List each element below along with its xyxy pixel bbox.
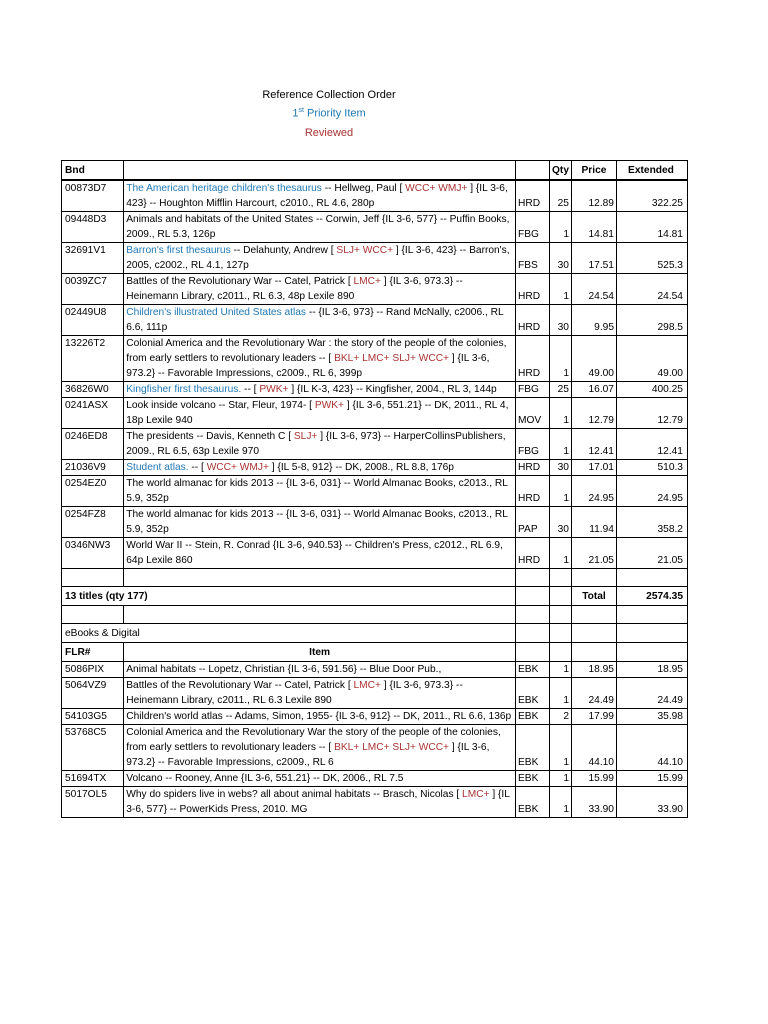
unit-price: 16.07 [571,382,616,398]
unit-price: 12.89 [571,180,616,212]
table-row [62,476,688,507]
spacer-row [62,606,688,624]
description-text: ] {IL K-3, 423} -- Kingfisher, 2004., RL 3, 144p [288,384,497,395]
description-text: World War II -- Stein, R. Conrad {IL 3-6, 940.53} -- Children's Press, c2012., RL 6.9, 64p Lexile 860 [126,540,503,566]
review-status: Reviewed [304,127,354,139]
description-text: The world almanac for kids 2013 -- {IL 3-6, 031} -- World Almanac Books, c2013., RL 5.9, 352p [126,509,508,535]
blank-cell [62,606,124,624]
format-code: HRD [516,538,550,569]
unit-price: 14.81 [571,212,616,243]
format-code: FBG [516,212,550,243]
description-text: The world almanac for kids 2013 -- {IL 3-6, 031} -- World Almanac Books, c2013., RL 5.9, 352p [126,478,508,504]
item-id: 0241ASX [62,398,124,429]
item-id: 0254FZ8 [62,507,124,538]
description-text: Animal habitats -- Lopetz, Christian {IL 3-6, 591.56} -- Blue Door Pub., [126,664,442,675]
format-code: EBK [516,725,550,771]
format-code: FBS [516,243,550,274]
review-codes: LMC+ [353,276,381,287]
format-code: HRD [516,274,550,305]
total-value: 2574.35 [616,587,687,606]
unit-price: 12.41 [571,429,616,460]
review-codes: BKL+ LMC+ SLJ+ WCC+ [334,742,450,753]
unit-price: 15.99 [571,771,616,787]
quantity: 1 [550,429,572,460]
blank-cell [571,624,616,643]
description-text: Colonial America and the Revolutionary War the story of the people of the colonies, from early settlers to revolutionary leaders -- [ [126,727,501,753]
quantity: 1 [550,678,572,709]
extended-price: 298.5 [616,305,687,336]
extended-price: 358.2 [616,507,687,538]
blank-cell [616,606,687,624]
unit-price: 17.99 [571,709,616,725]
description-text: ] {IL 3-6, 423} -- Houghton Mifflin Harcourt, c2010., RL 4.6, 280p [126,183,508,209]
item-description [124,725,516,771]
table-row [62,507,688,538]
blank-cell [550,569,572,587]
unit-price: 17.01 [571,460,616,476]
quantity: 1 [550,336,572,382]
review-codes: LMC+ [353,680,381,691]
blank-cell [516,606,550,624]
item-description [124,305,516,336]
item-description [124,476,516,507]
description-text: -- {IL 3-6, 973} -- Rand McNally, c2006., RL 6.6, 111p [126,307,504,333]
quantity: 30 [550,460,572,476]
description-text: Volcano -- Rooney, Anne {IL 3-6, 551.21} -- DK, 2006., RL 7.5 [126,773,404,784]
item-description [124,709,516,725]
description-text: ] {IL 5-8, 912} -- DK, 2008., RL 8.8, 176p [268,462,454,473]
description-text: Why do spiders live in webs? all about animal habitats -- Brasch, Nicolas [ [126,789,463,800]
description-text: ] {IL 3-6, 551.21} -- DK, 2011., RL 4, 18p Lexile 940 [126,400,509,426]
item-description [124,429,516,460]
extended-price: 24.54 [616,274,687,305]
review-codes: WCC+ WMJ+ [206,462,269,473]
unit-price: 24.95 [571,476,616,507]
description-text: ] {IL 3-6, 577} -- PowerKids Press, 2010. MG [126,789,510,815]
blank-cell [616,624,687,643]
priority-number: 1 [292,107,299,120]
ebook-row [62,725,688,771]
extended-price: 400.25 [616,382,687,398]
format-code: HRD [516,460,550,476]
description-text: ] {IL 3-6, 423} -- Barron's, 2005, c2002., RL 4.1, 127p [126,245,510,271]
format-code: EBK [516,771,550,787]
format-code: HRD [516,336,550,382]
item-description [124,336,516,382]
ebook-row [62,787,688,818]
description-text: -- Delahunty, Andrew [ [230,245,337,256]
blank-cell [616,643,687,662]
review-codes: SLJ+ WCC+ [336,245,394,256]
extended-price: 24.95 [616,476,687,507]
blank-cell [571,606,616,624]
blank-cell [516,643,550,662]
quantity: 1 [550,538,572,569]
ebook-row [62,678,688,709]
price-header: Price [571,161,616,181]
item-description [124,771,516,787]
blank-cell [550,587,572,606]
table-row [62,305,688,336]
flr-header: FLR# [62,643,124,662]
unit-price: 24.54 [571,274,616,305]
item-id: 32691V1 [62,243,124,274]
blank-cell [571,643,616,662]
table-row [62,212,688,243]
item-id: 5064VZ9 [62,678,124,709]
table-row [62,398,688,429]
extended-price: 33.90 [616,787,687,818]
format-code: HRD [516,180,550,212]
quantity: 1 [550,476,572,507]
table-row [62,243,688,274]
item-description [124,180,516,212]
item-header-blank [124,161,516,181]
quantity: 30 [550,305,572,336]
format-code: PAP [516,507,550,538]
title-count: 13 titles (qty 177) [62,587,516,606]
unit-price: 12.79 [571,398,616,429]
item-description [124,398,516,429]
quantity: 1 [550,274,572,305]
item-id: 02449U8 [62,305,124,336]
extended-price: 12.41 [616,429,687,460]
quantity: 1 [550,725,572,771]
extended-price: 18.95 [616,662,687,678]
description-text: Colonial America and the Revolutionary War : the story of the people of the colonies, from early settlers to revolutionary leaders -- [ [126,338,507,364]
format-code: EBK [516,709,550,725]
review-codes: PWK+ [314,400,344,411]
quantity: 30 [550,243,572,274]
description-text: -- [ [241,384,260,395]
item-description [124,212,516,243]
ebooks-section-row [62,624,688,643]
item-id: 13226T2 [62,336,124,382]
extended-price: 14.81 [616,212,687,243]
review-codes: LMC+ [462,789,490,800]
format-code: MOV [516,398,550,429]
blank-cell [550,606,572,624]
table-row [62,336,688,382]
extended-price: 12.79 [616,398,687,429]
extended-price: 15.99 [616,771,687,787]
item-id: 0254EZ0 [62,476,124,507]
order-table [61,160,688,818]
table-row [62,460,688,476]
priority-label [0,107,713,120]
blank-cell [124,569,516,587]
extended-price: 49.00 [616,336,687,382]
item-id: 5017OL5 [62,787,124,818]
spacer-row [62,569,688,587]
description-text: ] {IL 3-6, 973.3} -- Heinemann Library, c2011., RL 6.3 Lexile 890 [126,680,463,706]
description-text: -- Hellweg, Paul [ [321,183,406,194]
blank-cell [550,643,572,662]
description-text: Animals and habitats of the United States -- Corwin, Jeff {IL 3-6, 577} -- Puffin Books, 2009., RL 5.3, 126p [126,214,510,240]
table-row [62,429,688,460]
title-link[interactable]: Student atlas. [126,462,189,473]
format-code: EBK [516,678,550,709]
table-header-row [62,161,688,181]
description-text: Battles of the Revolutionary War -- Catel, Patrick [ [126,276,354,287]
ebooks-header-row [62,643,688,662]
item-header: Item [124,643,516,662]
item-description [124,538,516,569]
unit-price: 17.51 [571,243,616,274]
total-row [62,587,688,606]
quantity: 2 [550,709,572,725]
format-header-blank [516,161,550,181]
ebooks-section-label: eBooks & Digital [62,624,516,643]
qty-header: Qty [550,161,572,181]
table-row [62,180,688,212]
quantity: 1 [550,398,572,429]
unit-price: 21.05 [571,538,616,569]
review-codes: PWK+ [259,384,289,395]
quantity: 30 [550,507,572,538]
item-id: 36826W0 [62,382,124,398]
quantity: 1 [550,212,572,243]
document-title: Reference Collection Order [262,89,396,101]
ebook-row [62,662,688,678]
item-id: 21036V9 [62,460,124,476]
quantity: 1 [550,662,572,678]
extended-price: 322.25 [616,180,687,212]
quantity: 25 [550,382,572,398]
item-id: 00873D7 [62,180,124,212]
item-description [124,662,516,678]
extended-price: 21.05 [616,538,687,569]
blank-cell [516,624,550,643]
blank-cell [516,569,550,587]
item-id: 09448D3 [62,212,124,243]
extended-price: 525.3 [616,243,687,274]
blank-cell [571,569,616,587]
item-id: 54103G5 [62,709,124,725]
format-code: FBG [516,382,550,398]
ebook-row [62,771,688,787]
unit-price: 18.95 [571,662,616,678]
blank-cell [124,606,516,624]
extended-price: 510.3 [616,460,687,476]
description-text: ] {IL 3-6, 973.2} -- Favorable Impressions, c2009., RL 6, 399p [126,353,490,379]
item-id: 0346NW3 [62,538,124,569]
total-label: Total [571,587,616,606]
review-codes: WCC+ WMJ+ [405,183,468,194]
extended-price: 35.98 [616,709,687,725]
blank-cell [550,624,572,643]
item-description [124,274,516,305]
unit-price: 9.95 [571,305,616,336]
item-id: 53768C5 [62,725,124,771]
title-link[interactable]: Kingfisher first thesaurus. [126,384,242,395]
item-description [124,382,516,398]
description-text: ] {IL 3-6, 973.3} -- Heinemann Library, c2011., RL 6.3, 48p Lexile 890 [126,276,463,302]
description-text: ] {IL 3-6, 973} -- HarperCollinsPublishers, 2009., RL 6.5, 63p Lexile 970 [126,431,506,457]
title-link[interactable]: Barron's first thesaurus [126,245,231,256]
format-code: FBG [516,429,550,460]
table-row [62,382,688,398]
unit-price: 44.10 [571,725,616,771]
extended-header: Extended [616,161,687,181]
extended-price: 44.10 [616,725,687,771]
item-description [124,678,516,709]
description-text: ] {IL 3-6, 973.2} -- Favorable Impressions, c2009., RL 6 [126,742,490,768]
item-id: 0246ED8 [62,429,124,460]
blank-cell [516,587,550,606]
quantity: 1 [550,787,572,818]
priority-text: Priority Item [303,107,366,120]
blank-cell [616,569,687,587]
unit-price: 33.90 [571,787,616,818]
format-code: EBK [516,662,550,678]
item-id: 0039ZC7 [62,274,124,305]
item-id: 51694TX [62,771,124,787]
description-text: The presidents -- Davis, Kenneth C [ [126,431,294,442]
quantity: 1 [550,771,572,787]
format-code: EBK [516,787,550,818]
unit-price: 11.94 [571,507,616,538]
blank-cell [62,569,124,587]
item-id: 5086PIX [62,662,124,678]
title-link[interactable]: The American heritage children's thesaurus [126,183,322,194]
item-description [124,787,516,818]
extended-price: 24.49 [616,678,687,709]
unit-price: 49.00 [571,336,616,382]
table-row [62,538,688,569]
quantity: 25 [550,180,572,212]
bnd-header: Bnd [62,161,124,181]
table-row [62,274,688,305]
ebook-row [62,709,688,725]
item-description [124,507,516,538]
title-link[interactable]: Children's illustrated United States atlas [126,307,307,318]
unit-price: 24.49 [571,678,616,709]
item-description [124,243,516,274]
item-description [124,460,516,476]
priority-superscript: st [298,107,304,114]
description-text: -- [ [188,462,207,473]
review-codes: BKL+ LMC+ SLJ+ WCC+ [334,353,450,364]
format-code: HRD [516,305,550,336]
format-code: HRD [516,476,550,507]
review-codes: SLJ+ [293,431,318,442]
description-text: Look inside volcano -- Star, Fleur, 1974- [ [126,400,315,411]
description-text: Battles of the Revolutionary War -- Catel, Patrick [ [126,680,354,691]
description-text: Children's world atlas -- Adams, Simon, 1955- {IL 3-6, 912} -- DK, 2011., RL 6.6, 136p [126,711,512,722]
